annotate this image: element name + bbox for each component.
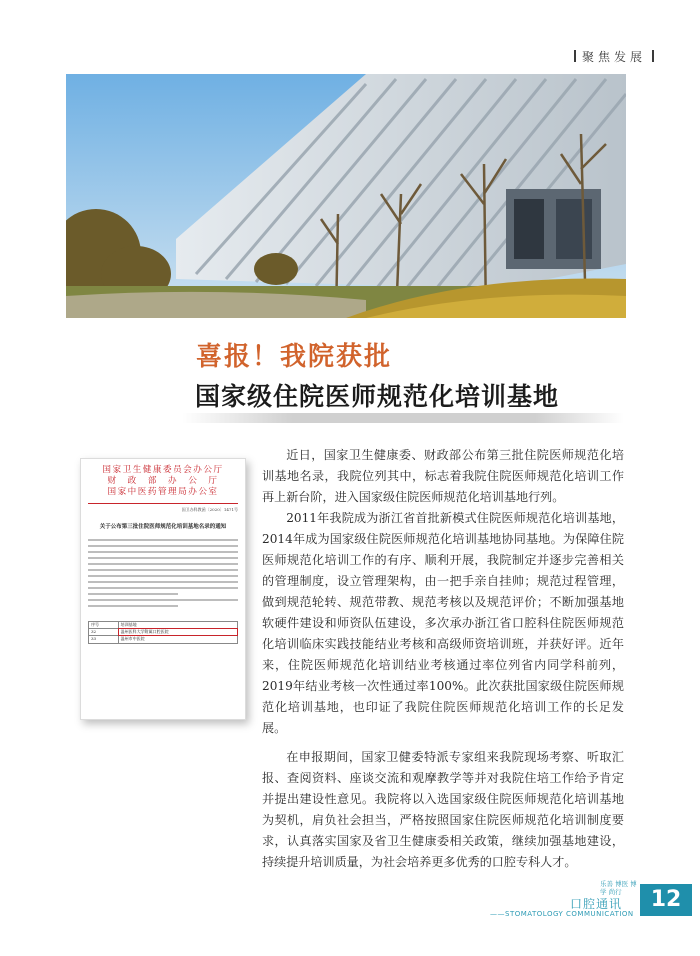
notice-text-line xyxy=(88,587,238,589)
notice-text-line xyxy=(88,551,238,553)
notice-document-image xyxy=(80,458,246,720)
notice-header-line: 国家中医药管理局办公室 xyxy=(107,487,219,497)
notice-text-line xyxy=(88,593,178,595)
notice-table-cell: 33 xyxy=(89,636,119,643)
notice-table-row xyxy=(89,629,237,636)
notice-text-line xyxy=(88,581,238,583)
notice-text-line xyxy=(88,569,238,571)
notice-text-line xyxy=(88,575,238,577)
notice-table-cell: 32 xyxy=(89,629,119,635)
notice-header-line: 国家卫生健康委员会办公厅 xyxy=(102,465,224,475)
notice-text-line xyxy=(88,563,238,565)
notice-text-line xyxy=(88,539,238,541)
notice-body-lines xyxy=(88,539,238,607)
notice-table-cell: 温州市中医院 xyxy=(120,636,145,641)
notice-header-line: 财 政 部 办 公 厅 xyxy=(107,476,219,486)
notice-text-line xyxy=(88,605,178,607)
notice-doc-title: 关于公布第三批住院医师规范化培训基地名录的通知 xyxy=(99,524,227,530)
page-footer xyxy=(490,880,700,920)
hero-photo xyxy=(66,74,626,318)
headline-line-1: 喜报！我院获批 xyxy=(196,342,393,372)
section-label xyxy=(568,48,660,65)
notice-text-line xyxy=(88,557,238,559)
article-paragraph: 2011年我院成为浙江省首批新模式住院医师规范化培训基地，2014年成为国家级住院医师规范化培训基地协同基地。为保障住院医师规范化培训工作的有序、顺利开展，我院制定并逐步完善相关的管理制度，设立管理架构，由一把手亲自挂帅；规范过程管理，做到规范轮转、规范带教、规范考核以及规范评价；不断加强基地软硬件建设和师资队伍建设，多次承办浙江省口腔科住院医师规范化培训临床实践技能结业考核和高级师资培训班，并获好评。近年来，住院医师规范化培训结业考核通过率位列省内同学科前列，2019年结业考核一次性通过率100%。此次获批国家级住院医师规范化培训基地，也印证了我院住院医师规范化培训工作的长足发展。 xyxy=(262,511,624,735)
footer-subtitle: ——STOMATOLOGY COMMUNICATION xyxy=(490,910,634,918)
hero-photo-illustration xyxy=(66,74,626,318)
section-label-text: 聚焦发展 xyxy=(581,50,646,64)
notice-table-row xyxy=(89,636,237,643)
article-paragraph: 近日，国家卫生健康委、财政部公布第三批住院医师规范化培训基地名录，我院位列其中，标志着我院住院医师规范化培训工作再上新台阶，进入国家级住院医师规范化培训基地行列。 xyxy=(262,448,624,504)
footer-motto: 乐善 博医 博学 尚行 xyxy=(600,880,637,896)
notice-table xyxy=(88,621,238,644)
headline-line-2: 国家级住院医师规范化培训基地 xyxy=(195,382,560,411)
footer-brand: 口腔通讯 xyxy=(570,897,623,911)
notice-table-cell: 温州医科大学附属口腔医院 xyxy=(119,629,237,635)
section-label-bar-right xyxy=(652,50,654,62)
section-label-bar-left xyxy=(574,50,576,62)
notice-table-header-cell: 培训基地 xyxy=(120,622,137,627)
notice-text-line xyxy=(88,599,238,601)
article-paragraph: 在申报期间，国家卫健委特派专家组来我院现场考察、听取汇报、查阅资料、座谈交流和观摩教学等并对我院住培工作给予肯定并提出建设性意见。我院将以入选国家级住院医师规范化培训基地为契机，肩负社会担当，严格按照国家住院医师规范化培训制度要求，认真落实国家及省卫生健康委相关政策，继续加强基地建设，持续提升培训质量，为社会培养更多优秀的口腔专科人才。 xyxy=(262,750,624,869)
notice-header-rule xyxy=(88,503,238,504)
headline-underline xyxy=(182,413,624,423)
article-body-continued xyxy=(262,747,624,873)
notice-doc-number: 国卫办科教函〔2020〕1471号 xyxy=(181,507,238,512)
notice-table-header xyxy=(89,622,237,629)
notice-table-header-cell: 序号 xyxy=(89,622,119,628)
page-number: 12 xyxy=(640,884,692,916)
article-body xyxy=(262,445,624,739)
notice-text-line xyxy=(88,545,238,547)
notice-header xyxy=(88,465,238,498)
